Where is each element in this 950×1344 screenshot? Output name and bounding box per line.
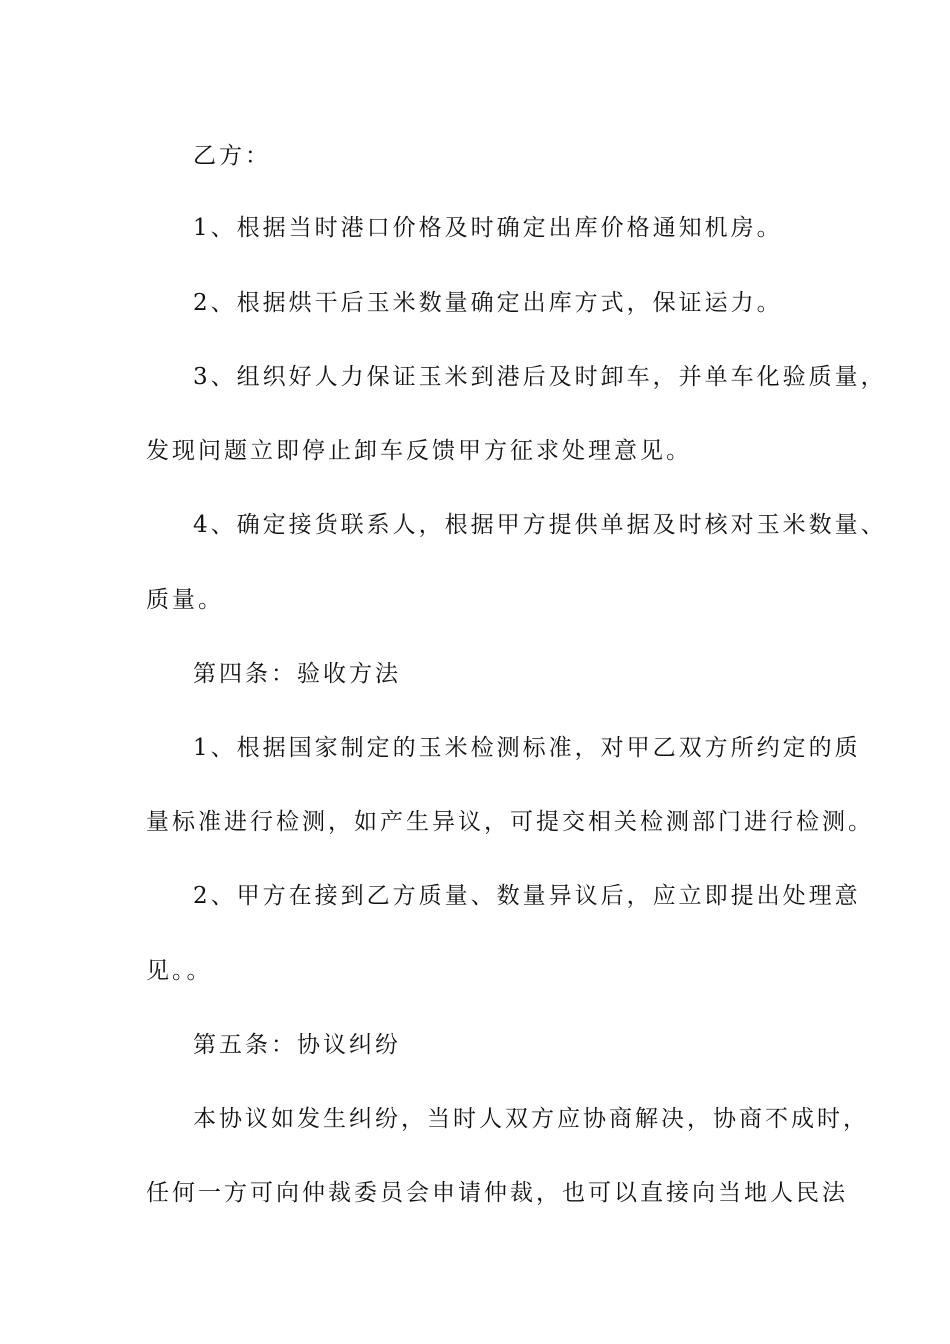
- paragraph-line: 1、根据国家制定的玉米检测标准，对甲乙双方所约定的质: [193, 735, 861, 761]
- paragraph-line: 质量。: [146, 587, 224, 613]
- section-heading-article-5: 第五条：协议纠纷: [193, 1032, 401, 1058]
- paragraph-line: 本协议如发生纠纷，当时人双方应协商解决，协商不成时，: [193, 1106, 869, 1132]
- paragraph-line: 2、甲方在接到乙方质量、数量异议后，应立即提出处理意: [193, 883, 861, 909]
- party-b-heading: 乙方：: [193, 143, 271, 169]
- paragraph-line: 见。。: [146, 958, 213, 984]
- paragraph-line: 1、根据当时港口价格及时确定出库价格通知机房。: [193, 215, 783, 241]
- section-heading-article-4: 第四条：验收方法: [193, 661, 401, 687]
- paragraph-line: 4、确定接货联系人，根据甲方提供单据及时核对玉米数量、: [193, 512, 887, 538]
- paragraph-line: 3、组织好人力保证玉米到港后及时卸车，并单车化验质量，: [193, 364, 887, 390]
- paragraph-line: 任何一方可向仲裁委员会申请仲裁，也可以直接向当地人民法: [146, 1180, 848, 1206]
- paragraph-line: 量标准进行检测，如产生异议，可提交相关检测部门进行检测。: [146, 809, 874, 835]
- paragraph-line: 2、根据烘干后玉米数量确定出库方式，保证运力。: [193, 290, 783, 316]
- paragraph-line: 发现问题立即停止卸车反馈甲方征求处理意见。: [146, 438, 692, 464]
